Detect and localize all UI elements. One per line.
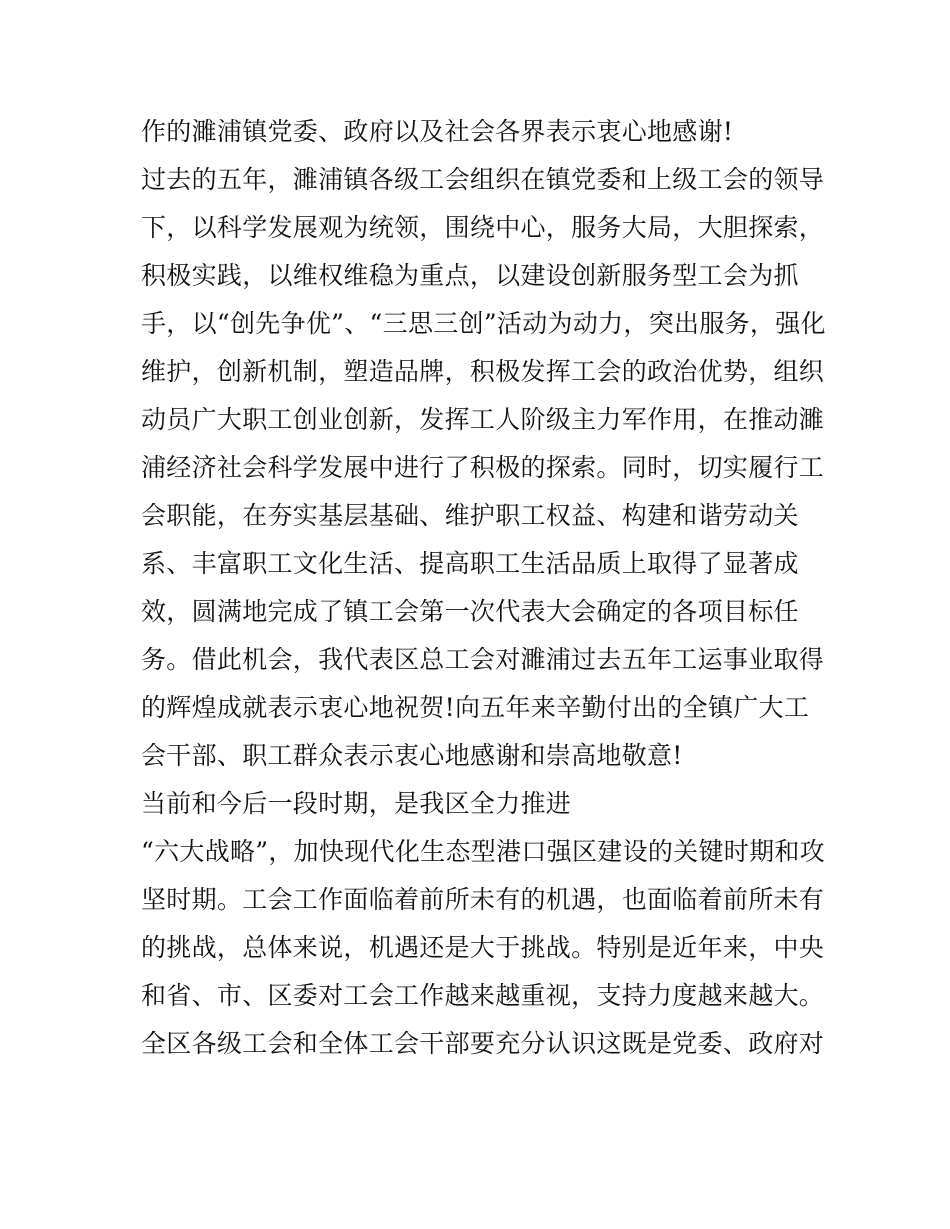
text-line: 的辉煌成就表示衷心地祝贺!向五年来辛勤付出的全镇广大工	[141, 693, 810, 722]
text-line: 当前和今后一段时期，是我区全力推进	[141, 789, 572, 818]
text-line: 务。借此机会，我代表区总工会对濉浦过去五年工运事业取得	[141, 645, 825, 674]
text-line: 会干部、职工群众表示衷心地感谢和崇高地敬意!	[141, 741, 683, 770]
text-line: 和省、市、区委对工会工作越来越重视，支持力度越来越大。	[141, 981, 825, 1010]
text-line: 维护，创新机制，塑造品牌，积极发挥工会的政治优势，组织	[141, 357, 825, 386]
text-line: 作的濉浦镇党委、政府以及社会各界表示衷心地感谢!	[141, 117, 734, 146]
text-line: 手，以“创先争优”、“三思三创”活动为动力，突出服务，强化	[141, 309, 826, 338]
text-line: 的挑战，总体来说，机遇还是大于挑战。特别是近年来，中央	[141, 933, 825, 962]
text-line: 坚时期。工会工作面临着前所未有的机遇，也面临着前所未有	[141, 885, 825, 914]
text-line: 积极实践，以维权维稳为重点，以建设创新服务型工会为抓	[141, 261, 799, 290]
text-line: 过去的五年，濉浦镇各级工会组织在镇党委和上级工会的领导	[141, 165, 825, 194]
text-line: 系、丰富职工文化生活、提高职工生活品质上取得了显著成	[141, 549, 799, 578]
text-line: 下，以科学发展观为统领，围绕中心，服务大局，大胆探索，	[141, 213, 825, 242]
text-line: 动员广大职工创业创新，发挥工人阶级主力军作用，在推动濉	[141, 405, 825, 434]
text-line: 浦经济社会科学发展中进行了积极的探索。同时，切实履行工	[141, 453, 825, 482]
document-body	[141, 108, 826, 1068]
text-line: “六大战略”，加快现代化生态型港口强区建设的关键时期和攻	[141, 837, 825, 866]
text-line: 全区各级工会和全体工会干部要充分认识这既是党委、政府对	[141, 1029, 825, 1058]
text-line: 效，圆满地完成了镇工会第一次代表大会确定的各项目标任	[141, 597, 799, 626]
text-line: 会职能，在夯实基层基础、维护职工权益、构建和谐劳动关	[141, 501, 799, 530]
